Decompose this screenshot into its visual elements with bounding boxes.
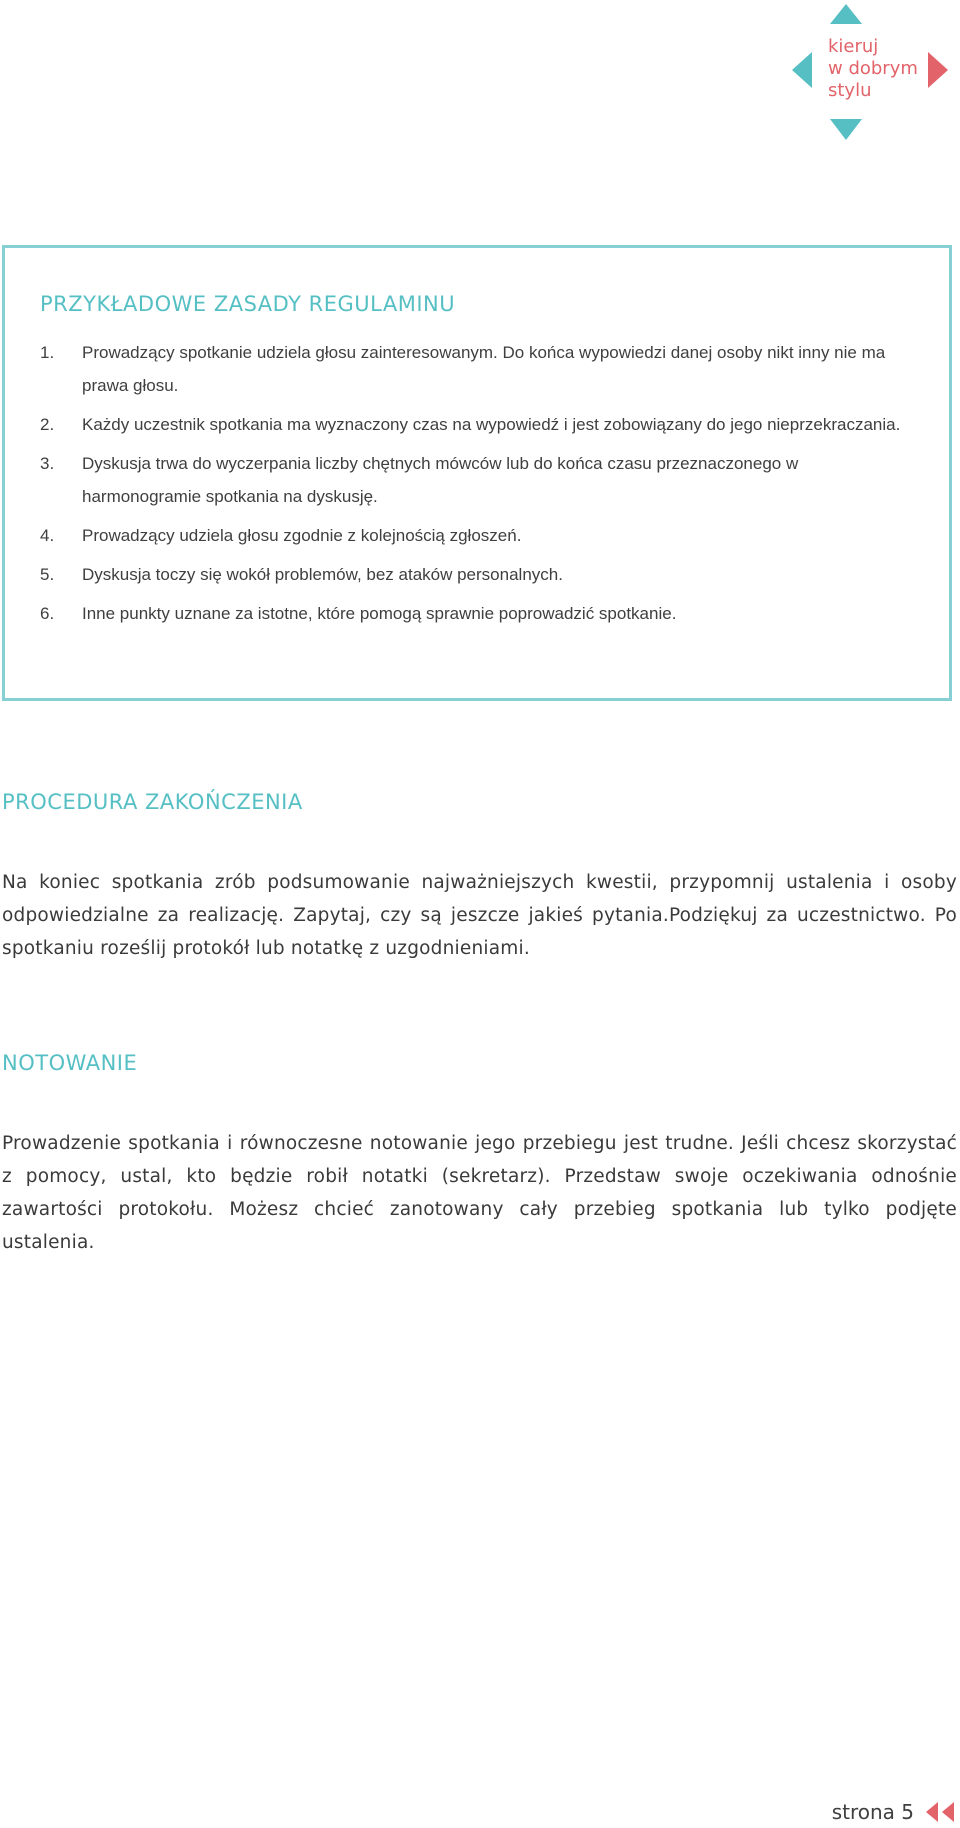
rules-list [40,336,920,636]
rule-number: 4. [40,526,55,545]
procedura-heading: PROCEDURA ZAKOŃCZENIA [2,790,303,814]
logo-line-1: kieruj [828,36,879,57]
procedura-body: Na koniec spotkania zrób podsumowanie najważniejszych kwestii, przypomnij ustalenia i osoby odpowiedzialne za realizację. Zapytaj, czy są jeszcze jakieś pytania.Podziękuj za uczestnictwo. Po spotkaniu roześlij protokół lub notatkę z uzgodnieniami. [2,872,957,959]
double-left-arrow-icon [924,1800,958,1824]
logo-right-triangle [928,52,948,88]
rule-text: Dyskusja toczy się wokół problemów, bez ataków personalnych. [82,565,563,584]
rule-item [40,408,920,441]
rule-text: Prowadzący spotkanie udziela głosu zainteresowanym. Do końca wypowiedzi danej osoby nikt inny nie ma prawa głosu. [82,343,886,395]
rule-item [40,519,920,552]
rule-text: Inne punkty uznane za istotne, które pomogą sprawnie poprowadzić spotkanie. [82,604,677,623]
logo-bottom-triangle [830,119,862,140]
rules-heading: PRZYKŁADOWE ZASADY REGULAMINU [40,292,456,316]
rules-box [2,245,952,701]
page-footer [832,1797,958,1827]
rule-number: 5. [40,565,55,584]
rule-number: 2. [40,415,55,434]
rule-item [40,336,920,402]
rule-item [40,447,920,513]
logo-line-2: w dobrym [828,58,918,79]
rule-number: 6. [40,604,55,623]
rule-item [40,597,920,630]
notowanie-body: Prowadzenie spotkania i równoczesne notowanie jego przebiegu jest trudne. Jeśli chcesz skorzystać z pomocy, ustal, kto będzie robił notatki (sekretarz). Przedstaw swoje oczekiwania odnośnie zawartości protokołu. Możesz chcieć zanotowany cały przebieg spotkania lub tylko podjęte ustalenia. [2,1133,957,1253]
rule-item [40,558,920,591]
logo-left-triangle [792,52,812,88]
logo-top-triangle [830,4,862,24]
rule-text: Każdy uczestnik spotkania ma wyznaczony czas na wypowiedź i jest zobowiązany do jego nieprzekraczania. [82,415,901,434]
section-procedura [2,790,957,965]
page-number: strona 5 [831,1800,914,1824]
logo-line-3: stylu [828,80,872,101]
notowanie-heading: NOTOWANIE [2,1051,138,1075]
rule-text: Prowadzący udziela głosu zgodnie z kolejnością zgłoszeń. [82,526,522,545]
rule-number: 1. [40,343,55,362]
section-notowanie [2,1051,957,1259]
rule-number: 3. [40,454,55,473]
rule-text: Dyskusja trwa do wyczerpania liczby chętnych mówców lub do końca czasu przeznaczonego w harmonogramie spotkania na dyskusję. [82,454,799,506]
logo-wordmark [828,36,918,102]
logo [790,0,960,145]
